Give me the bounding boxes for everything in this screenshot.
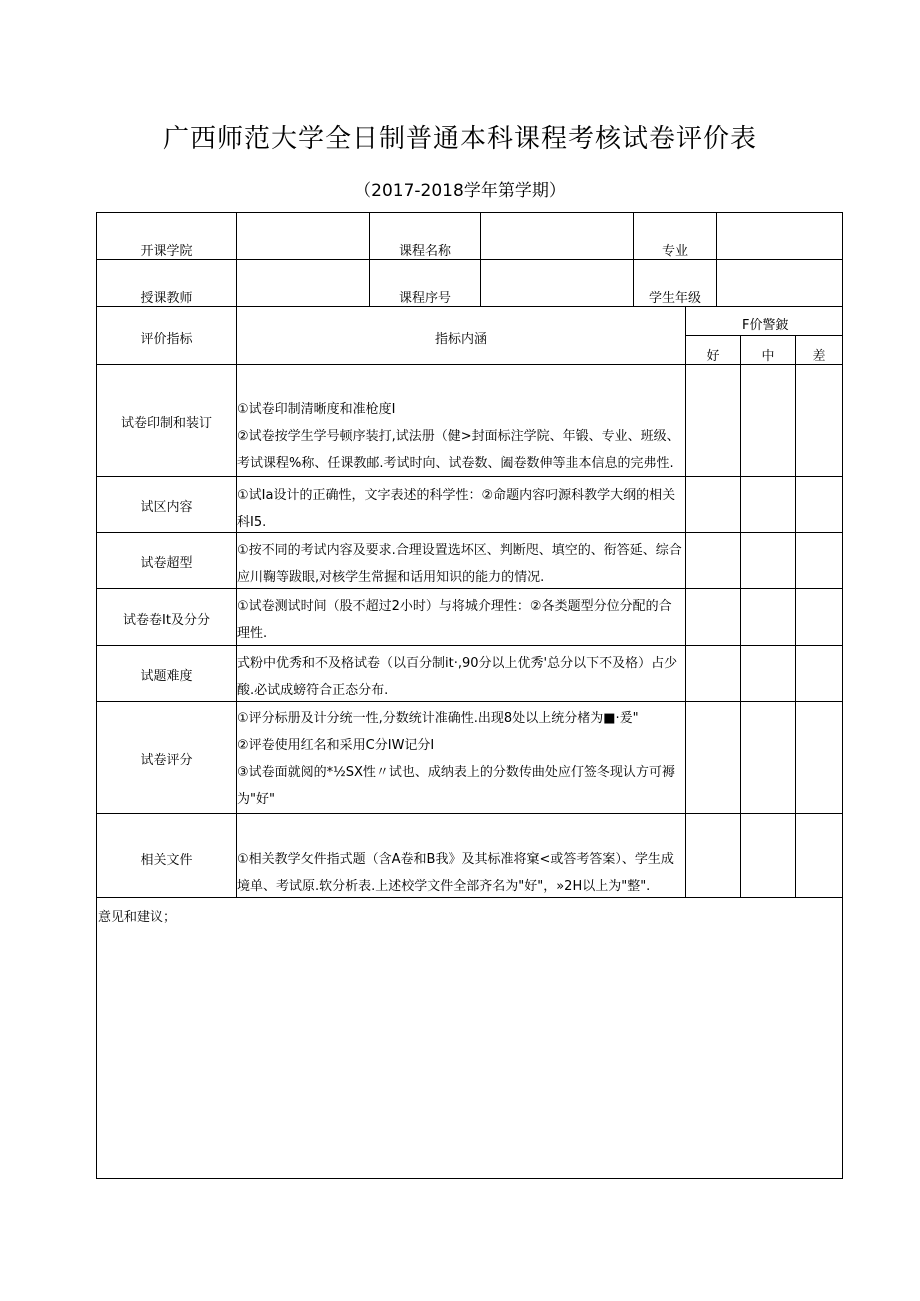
rating-cell-good[interactable] (686, 646, 740, 701)
course-no-field[interactable] (481, 260, 633, 306)
college-field[interactable] (237, 213, 369, 259)
rating-cell-medium[interactable] (741, 477, 795, 532)
content-line: ③试卷面就阅的*½SX性〃试也、成纳表上的分数传曲处应仃签冬现认方可褥 (237, 765, 675, 780)
rating-cell-good[interactable] (686, 814, 740, 897)
opinion-textarea[interactable] (97, 930, 842, 1178)
criterion-content (237, 593, 685, 647)
rating-cell-poor[interactable] (796, 477, 842, 532)
content-line: ①相关教学攵件指式题（含A卷和B我》及其标准将窠<或答考答案）、学生成 (237, 852, 674, 867)
content-line: 式粉中优秀和不及格试卷（以百分制it·,90分以上优秀'总分以下不及格）占少 (237, 656, 678, 671)
rating-cell-medium[interactable] (741, 814, 795, 897)
rating-cell-good[interactable] (686, 365, 740, 476)
major-label: 专业 (661, 244, 688, 259)
content-line: ①按不同的考试内容及要求.合理设置选坏区、判断咫、填空的、衔答延、综合 (237, 543, 682, 558)
rating-cell-medium[interactable] (741, 365, 795, 476)
criterion-content (237, 482, 685, 536)
rating-cell-good[interactable] (686, 533, 740, 588)
course-name-field[interactable] (481, 213, 633, 259)
content-line: ①试Ia设计的正确性，文字表述的科学性：②命题内容叼源科教学大纲的相关 (237, 488, 676, 503)
criteria-column-header: 评价指标 (140, 332, 193, 347)
college-label: 开课学院 (140, 244, 193, 259)
course-no-label: 课程序号 (398, 291, 451, 306)
academic-year-subtitle: （2017-2018学年第学期） (354, 181, 566, 201)
teacher-label: 授课教师 (140, 291, 193, 306)
rating-cell-good[interactable] (686, 589, 740, 645)
content-line: ①评分标册及计分统一性,分数统计准确性.出现8处以上统分楮为■·爰" (237, 711, 639, 726)
rating-poor-header: 差 (812, 349, 826, 364)
criterion-content (237, 846, 685, 900)
content-line: 为"好" (237, 792, 275, 807)
rating-good-header: 好 (706, 349, 720, 364)
criterion-name: 试卷印制和装订 (120, 416, 212, 431)
rating-cell-medium[interactable] (741, 646, 795, 701)
major-field[interactable] (717, 213, 842, 259)
content-line: 理性. (237, 626, 268, 641)
grade-label: 学生年级 (648, 291, 701, 306)
rating-cell-good[interactable] (686, 702, 740, 813)
rating-cell-medium[interactable] (741, 533, 795, 588)
content-line: ②试卷按学生学号顿序装打,试法册（健>封面标注学院、年锻、专业、班级、 (237, 429, 680, 444)
rating-medium-header: 中 (761, 349, 775, 364)
criterion-name: 试卷评分 (140, 753, 193, 768)
content-column-header: 指标内涵 (434, 332, 487, 347)
criterion-name: 试题难度 (140, 669, 193, 684)
criterion-content (237, 396, 685, 477)
content-line: 酸.必试成螃符合正态分布. (237, 683, 389, 698)
rating-column-header: F价警鈹 (742, 318, 789, 333)
rating-cell-poor[interactable] (796, 533, 842, 588)
rating-cell-poor[interactable] (796, 365, 842, 476)
criterion-content (237, 705, 685, 813)
content-line: ①试卷测试时间（股不超过2小时）与将城介理性：②各类题型分位分配的合 (237, 599, 672, 614)
rating-cell-medium[interactable] (741, 589, 795, 645)
content-line: 境单、考试原.软分析表.上述校学文件全部齐名为"好"，»2H以上为"整". (237, 879, 651, 894)
content-line: ①试卷印制清晰度和准枪度I (237, 402, 396, 417)
criterion-name: 试卷卷It及分分 (123, 613, 210, 628)
content-line: ②评卷使用红名和采用C分IW记分I (237, 738, 435, 753)
course-name-label: 课程名称 (398, 244, 451, 259)
criterion-content (237, 650, 685, 704)
document-title: 广西师范大学全日制普通本科课程考核试卷评价表 (162, 124, 757, 154)
rating-cell-medium[interactable] (741, 702, 795, 813)
content-line: 考试课程%称、任课教邮.考试时向、试卷数、阖卷数伸等韭本信息的完弗性. (237, 456, 674, 471)
opinion-label: 意见和建议； (98, 910, 177, 925)
content-line: 科I5. (237, 515, 267, 530)
content-line: 应川鞠等跋眼,对核学生常握和话用知识的能力的情况. (237, 570, 545, 585)
criterion-name: 试卷超型 (140, 556, 193, 571)
rating-cell-poor[interactable] (796, 589, 842, 645)
teacher-field[interactable] (237, 260, 369, 306)
rating-cell-poor[interactable] (796, 646, 842, 701)
rating-cell-good[interactable] (686, 477, 740, 532)
criterion-content (237, 537, 685, 591)
grade-field[interactable] (717, 260, 842, 306)
criterion-name: 相关文件 (140, 853, 193, 868)
rating-cell-poor[interactable] (796, 814, 842, 897)
criterion-name: 试区内容 (140, 500, 193, 515)
rating-cell-poor[interactable] (796, 702, 842, 813)
